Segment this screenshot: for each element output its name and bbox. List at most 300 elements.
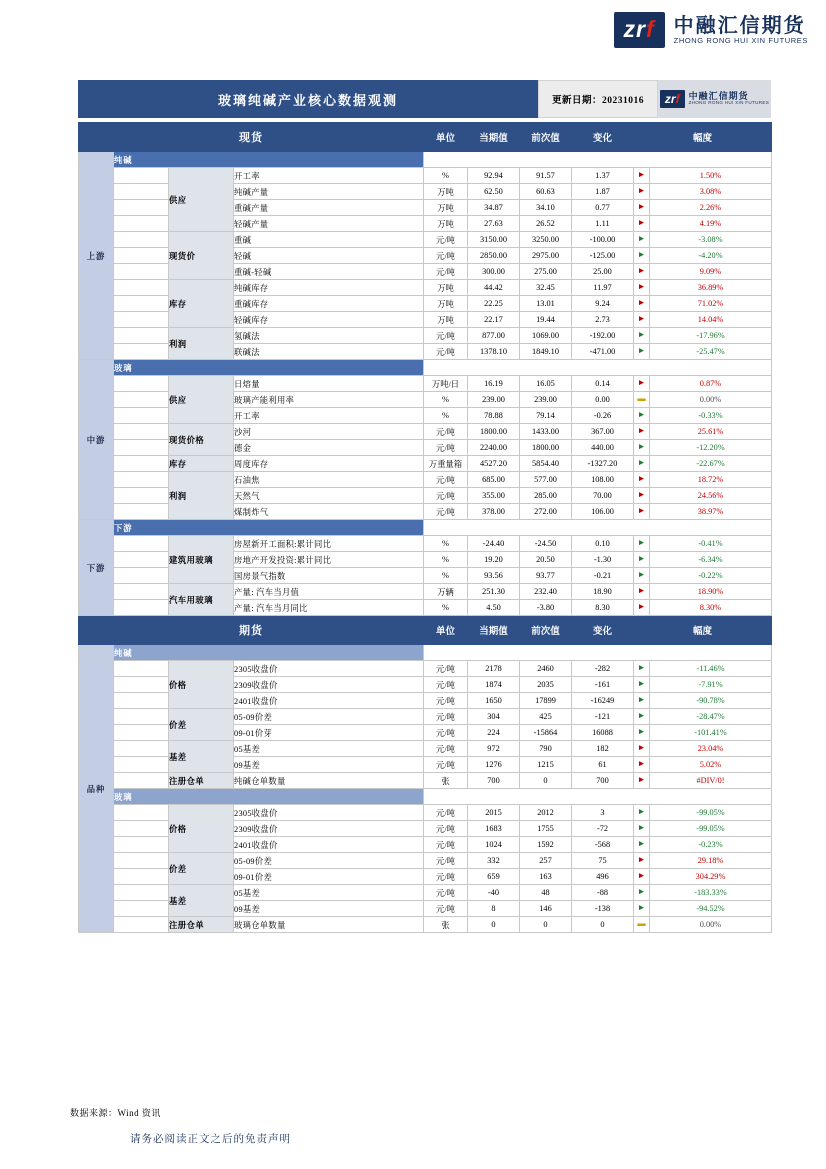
subgroup-label: 库存 — [169, 456, 234, 472]
cell-previous: 16.05 — [520, 376, 572, 392]
row-label: 轻碱 — [234, 248, 424, 264]
trend-arrow-icon: ▬ — [634, 392, 650, 408]
cell-current: 19.20 — [468, 552, 520, 568]
cell-range: 23.04% — [650, 741, 772, 757]
title-band — [78, 80, 771, 118]
subgroup-label: 利润 — [169, 328, 234, 360]
cell-current: 78.88 — [468, 408, 520, 424]
row-label: 09基差 — [234, 901, 424, 917]
cell-unit: % — [424, 568, 468, 584]
row-label: 房屋新开工面积:累计同比 — [234, 536, 424, 552]
table-row — [79, 709, 772, 725]
trend-arrow-icon: ► — [634, 901, 650, 917]
cell-range: -3.08% — [650, 232, 772, 248]
cell-change: 0.14 — [572, 376, 634, 392]
cell-range: 0.87% — [650, 376, 772, 392]
cell-current: 877.00 — [468, 328, 520, 344]
row-label: 煤制炸气 — [234, 504, 424, 520]
cell-current: -40 — [468, 885, 520, 901]
cell-current: 0 — [468, 917, 520, 933]
cell-current: 1800.00 — [468, 424, 520, 440]
cell-previous: 17899 — [520, 693, 572, 709]
cell-range: 0.00% — [650, 392, 772, 408]
cell-range: 25.61% — [650, 424, 772, 440]
cell-current: 44.42 — [468, 280, 520, 296]
cell-unit: 万吨 — [424, 296, 468, 312]
cell-previous: 20.50 — [520, 552, 572, 568]
col-change: 变化 — [572, 123, 634, 152]
cell-unit: 元/吨 — [424, 264, 468, 280]
trend-arrow-icon: ► — [634, 821, 650, 837]
row-label: 05基差 — [234, 741, 424, 757]
cell-change: -121 — [572, 709, 634, 725]
cell-change: 1.87 — [572, 184, 634, 200]
cell-change: -1327.20 — [572, 456, 634, 472]
cell-current: 251.30 — [468, 584, 520, 600]
cell-previous: 13.01 — [520, 296, 572, 312]
company-name-en: ZHONG RONG HUI XIN FUTURES — [673, 35, 808, 45]
trend-arrow-icon: ► — [634, 741, 650, 757]
cell-previous: 34.10 — [520, 200, 572, 216]
trend-arrow-icon: ► — [634, 472, 650, 488]
row-label: 玻璃仓单数量 — [234, 917, 424, 933]
cell-current: 332 — [468, 853, 520, 869]
col-previous-2: 前次值 — [520, 616, 572, 645]
cell-previous: 425 — [520, 709, 572, 725]
cell-previous: 0 — [520, 773, 572, 789]
cell-unit: 元/吨 — [424, 853, 468, 869]
cell-range: 0.00% — [650, 917, 772, 933]
cell-unit: 元/吨 — [424, 328, 468, 344]
trend-arrow-icon: ► — [634, 296, 650, 312]
cell-unit: 万吨 — [424, 312, 468, 328]
cell-unit: 万重量箱 — [424, 456, 468, 472]
cell-unit: 元/吨 — [424, 504, 468, 520]
cell-current: 8 — [468, 901, 520, 917]
cell-previous: 275.00 — [520, 264, 572, 280]
cell-current: 27.63 — [468, 216, 520, 232]
cell-change: -138 — [572, 901, 634, 917]
cell-unit: 元/吨 — [424, 344, 468, 360]
group-row-futures-glass — [79, 789, 772, 805]
cell-range: 304.29% — [650, 869, 772, 885]
row-label: 氢碱法 — [234, 328, 424, 344]
cell-previous: 26.52 — [520, 216, 572, 232]
cell-range: -94.52% — [650, 901, 772, 917]
cell-previous: 1800.00 — [520, 440, 572, 456]
trend-arrow-icon: ► — [634, 584, 650, 600]
col-range: 幅度 — [634, 123, 772, 152]
subgroup-label: 注册仓单 — [169, 773, 234, 789]
group-label-downstream: 下游 — [114, 520, 424, 536]
cell-current: 1683 — [468, 821, 520, 837]
group-label-futures-soda: 纯碱 — [114, 645, 424, 661]
cell-range: 71.02% — [650, 296, 772, 312]
cell-current: 3150.00 — [468, 232, 520, 248]
cell-change: 8.30 — [572, 600, 634, 616]
cell-unit: 元/吨 — [424, 757, 468, 773]
cell-range: 8.30% — [650, 600, 772, 616]
trend-arrow-icon: ► — [634, 709, 650, 725]
cell-previous: 239.00 — [520, 392, 572, 408]
cell-range: -25.47% — [650, 344, 772, 360]
cell-change: -72 — [572, 821, 634, 837]
cell-change: 108.00 — [572, 472, 634, 488]
cell-change: 440.00 — [572, 440, 634, 456]
cell-current: 2015 — [468, 805, 520, 821]
table-row — [79, 376, 772, 392]
row-label: 重碱库存 — [234, 296, 424, 312]
section-variety: 品种 — [79, 645, 114, 933]
cell-range: -28.47% — [650, 709, 772, 725]
cell-change: 2.73 — [572, 312, 634, 328]
subgroup-label: 现货价格 — [169, 424, 234, 456]
trend-arrow-icon: ► — [634, 504, 650, 520]
table-row — [79, 917, 772, 933]
cell-change: -125.00 — [572, 248, 634, 264]
row-label: 2309收盘价 — [234, 677, 424, 693]
cell-change: -100.00 — [572, 232, 634, 248]
col-unit: 单位 — [424, 123, 468, 152]
cell-current: 1024 — [468, 837, 520, 853]
cell-unit: % — [424, 552, 468, 568]
cell-previous: 93.77 — [520, 568, 572, 584]
cell-change: -161 — [572, 677, 634, 693]
trend-arrow-icon: ► — [634, 408, 650, 424]
cell-unit: 元/吨 — [424, 837, 468, 853]
trend-arrow-icon: ► — [634, 248, 650, 264]
col-current: 当期值 — [468, 123, 520, 152]
table-row — [79, 805, 772, 821]
table-row — [79, 741, 772, 757]
cell-range: -12.20% — [650, 440, 772, 456]
futures-title: 期货 — [79, 616, 424, 645]
trend-arrow-icon: ► — [634, 837, 650, 853]
cell-range: -183.33% — [650, 885, 772, 901]
cell-range: -99.05% — [650, 805, 772, 821]
zrf-logo-icon: zr f — [614, 12, 665, 48]
trend-arrow-icon: ▬ — [634, 917, 650, 933]
cell-unit: 元/吨 — [424, 677, 468, 693]
cell-unit: 元/吨 — [424, 709, 468, 725]
cell-previous: 2460 — [520, 661, 572, 677]
cell-change: 75 — [572, 853, 634, 869]
cell-unit: 万吨 — [424, 280, 468, 296]
trend-arrow-icon: ► — [634, 264, 650, 280]
row-label: 玻璃产能利用率 — [234, 392, 424, 408]
row-label: 产量: 汽车当月值 — [234, 584, 424, 600]
subgroup-label: 价差 — [169, 853, 234, 885]
row-label: 09基差 — [234, 757, 424, 773]
row-label: 05-09价差 — [234, 853, 424, 869]
cell-range: 24.56% — [650, 488, 772, 504]
trend-arrow-icon: ► — [634, 440, 650, 456]
section-midstream: 中游 — [79, 360, 114, 520]
cell-change: 0.10 — [572, 536, 634, 552]
cell-current: 1378.10 — [468, 344, 520, 360]
group-row-downstream — [79, 520, 772, 536]
subgroup-label: 供应 — [169, 168, 234, 232]
col-current-2: 当期值 — [468, 616, 520, 645]
cell-unit: % — [424, 408, 468, 424]
cell-change: 11.97 — [572, 280, 634, 296]
table-row — [79, 853, 772, 869]
cell-range: -6.34% — [650, 552, 772, 568]
company-logo — [614, 12, 808, 48]
cell-current: 239.00 — [468, 392, 520, 408]
cell-change: 61 — [572, 757, 634, 773]
cell-current: 2240.00 — [468, 440, 520, 456]
row-label: 2305收盘价 — [234, 805, 424, 821]
cell-current: 659 — [468, 869, 520, 885]
row-label: 德金 — [234, 440, 424, 456]
cell-change: 3 — [572, 805, 634, 821]
cell-range: -99.05% — [650, 821, 772, 837]
cell-change: 25.00 — [572, 264, 634, 280]
cell-unit: 元/吨 — [424, 725, 468, 741]
row-label: 房地产开发投资:累计同比 — [234, 552, 424, 568]
row-label: 05-09价差 — [234, 709, 424, 725]
trend-arrow-icon: ► — [634, 376, 650, 392]
cell-range: 4.19% — [650, 216, 772, 232]
cell-range: -0.23% — [650, 837, 772, 853]
trend-arrow-icon: ► — [634, 456, 650, 472]
cell-previous: 19.44 — [520, 312, 572, 328]
cell-unit: 元/吨 — [424, 248, 468, 264]
cell-previous: 48 — [520, 885, 572, 901]
cell-range: 38.97% — [650, 504, 772, 520]
trend-arrow-icon: ► — [634, 488, 650, 504]
cell-range: -0.41% — [650, 536, 772, 552]
cell-change: 18.90 — [572, 584, 634, 600]
cell-range: -4.20% — [650, 248, 772, 264]
cell-current: 355.00 — [468, 488, 520, 504]
cell-previous: 5854.40 — [520, 456, 572, 472]
cell-previous: 285.00 — [520, 488, 572, 504]
cell-change: -282 — [572, 661, 634, 677]
cell-current: 700 — [468, 773, 520, 789]
cell-previous: 0 — [520, 917, 572, 933]
cell-unit: 元/吨 — [424, 901, 468, 917]
cell-unit: 张 — [424, 917, 468, 933]
row-label: 纯碱产量 — [234, 184, 424, 200]
cell-change: 1.37 — [572, 168, 634, 184]
table-row — [79, 232, 772, 248]
cell-previous: 1069.00 — [520, 328, 572, 344]
table-row — [79, 328, 772, 344]
cell-range: 29.18% — [650, 853, 772, 869]
cell-range: -11.46% — [650, 661, 772, 677]
trend-arrow-icon: ► — [634, 693, 650, 709]
cell-unit: 元/吨 — [424, 741, 468, 757]
cell-change: 106.00 — [572, 504, 634, 520]
cell-range: 36.89% — [650, 280, 772, 296]
subgroup-label: 基差 — [169, 885, 234, 917]
cell-previous: -15864 — [520, 725, 572, 741]
cell-unit: 元/吨 — [424, 472, 468, 488]
secondary-logo — [658, 80, 771, 118]
mini-company-name-cn: 中融汇信期货 — [688, 90, 749, 101]
cell-range: -101.41% — [650, 725, 772, 741]
table-row — [79, 280, 772, 296]
cell-change: 70.00 — [572, 488, 634, 504]
trend-arrow-icon: ► — [634, 552, 650, 568]
subgroup-label: 注册仓单 — [169, 917, 234, 933]
cell-current: 2850.00 — [468, 248, 520, 264]
cell-change: 0.77 — [572, 200, 634, 216]
cell-current: 4.50 — [468, 600, 520, 616]
cell-unit: 元/吨 — [424, 661, 468, 677]
cell-current: 2178 — [468, 661, 520, 677]
cell-change: -568 — [572, 837, 634, 853]
cell-change: 496 — [572, 869, 634, 885]
subgroup-label: 基差 — [169, 741, 234, 773]
col-unit-2: 单位 — [424, 616, 468, 645]
trend-arrow-icon: ► — [634, 328, 650, 344]
cell-current: 1276 — [468, 757, 520, 773]
trend-arrow-icon: ► — [634, 677, 650, 693]
cell-range: 2.26% — [650, 200, 772, 216]
cell-current: 972 — [468, 741, 520, 757]
table-row — [79, 584, 772, 600]
cell-range: 3.08% — [650, 184, 772, 200]
row-label: 沙河 — [234, 424, 424, 440]
row-label: 联碱法 — [234, 344, 424, 360]
update-date: 更新日期：20231016 — [538, 80, 658, 118]
table-row — [79, 885, 772, 901]
col-range-2: 幅度 — [634, 616, 772, 645]
trend-arrow-icon: ► — [634, 184, 650, 200]
cell-current: 92.94 — [468, 168, 520, 184]
cell-previous: 91.57 — [520, 168, 572, 184]
trend-arrow-icon: ► — [634, 773, 650, 789]
cell-change: 1.11 — [572, 216, 634, 232]
table-row — [79, 424, 772, 440]
trend-arrow-icon: ► — [634, 312, 650, 328]
cell-previous: 146 — [520, 901, 572, 917]
zrf-mini-logo-icon: zrf — [660, 90, 685, 108]
cell-previous: 163 — [520, 869, 572, 885]
cell-previous: -3.80 — [520, 600, 572, 616]
table-row — [79, 456, 772, 472]
cell-current: 304 — [468, 709, 520, 725]
cell-current: 16.19 — [468, 376, 520, 392]
cell-unit: 万辆 — [424, 584, 468, 600]
row-label: 2401收盘价 — [234, 693, 424, 709]
cell-current: 34.87 — [468, 200, 520, 216]
group-label-futures-glass: 玻璃 — [114, 789, 424, 805]
row-label: 石油焦 — [234, 472, 424, 488]
cell-previous: 272.00 — [520, 504, 572, 520]
cell-unit: 万吨 — [424, 184, 468, 200]
cell-range: -7.91% — [650, 677, 772, 693]
cell-previous: 577.00 — [520, 472, 572, 488]
cell-previous: 32.45 — [520, 280, 572, 296]
cell-current: 378.00 — [468, 504, 520, 520]
row-label: 天然气 — [234, 488, 424, 504]
subgroup-label: 建筑用玻璃 — [169, 536, 234, 584]
cell-unit: % — [424, 168, 468, 184]
cell-previous: 1755 — [520, 821, 572, 837]
mini-company-name-en: ZHONG RONG HUI XIN FUTURES — [688, 100, 770, 106]
cell-unit: % — [424, 392, 468, 408]
group-row-futures-soda — [79, 645, 772, 661]
cell-range: -0.22% — [650, 568, 772, 584]
cell-change: 700 — [572, 773, 634, 789]
cell-previous: 790 — [520, 741, 572, 757]
cell-previous: 1433.00 — [520, 424, 572, 440]
cell-previous: -24.50 — [520, 536, 572, 552]
trend-arrow-icon: ► — [634, 424, 650, 440]
row-label: 09-01价差 — [234, 869, 424, 885]
trend-arrow-icon: ► — [634, 600, 650, 616]
trend-arrow-icon: ► — [634, 280, 650, 296]
cell-range: 9.09% — [650, 264, 772, 280]
table-row — [79, 472, 772, 488]
cell-current: 1874 — [468, 677, 520, 693]
cell-unit: % — [424, 536, 468, 552]
cell-change: 0.00 — [572, 392, 634, 408]
table-row — [79, 661, 772, 677]
cell-unit: 元/吨 — [424, 869, 468, 885]
cell-previous: 60.63 — [520, 184, 572, 200]
cell-unit: % — [424, 600, 468, 616]
trend-arrow-icon: ► — [634, 869, 650, 885]
trend-arrow-icon: ► — [634, 661, 650, 677]
cell-change: 367.00 — [572, 424, 634, 440]
cell-previous: 1215 — [520, 757, 572, 773]
table-row — [79, 773, 772, 789]
row-label: 05基差 — [234, 885, 424, 901]
subgroup-label: 汽车用玻璃 — [169, 584, 234, 616]
header-logo-bar — [0, 0, 826, 62]
cell-change: 9.24 — [572, 296, 634, 312]
row-label: 2305收盘价 — [234, 661, 424, 677]
cell-current: 4527.20 — [468, 456, 520, 472]
trend-arrow-icon: ► — [634, 885, 650, 901]
cell-previous: 1849.10 — [520, 344, 572, 360]
cell-previous: 2012 — [520, 805, 572, 821]
row-label: 开工率 — [234, 408, 424, 424]
table-row — [79, 168, 772, 184]
trend-arrow-icon: ► — [634, 536, 650, 552]
trend-arrow-icon: ► — [634, 853, 650, 869]
cell-range: 18.72% — [650, 472, 772, 488]
row-label: 2309收盘价 — [234, 821, 424, 837]
cell-unit: 元/吨 — [424, 232, 468, 248]
row-label: 纯碱仓单数量 — [234, 773, 424, 789]
cell-current: 1650 — [468, 693, 520, 709]
cell-range: 14.04% — [650, 312, 772, 328]
cell-change: 16088 — [572, 725, 634, 741]
cell-current: -24.40 — [468, 536, 520, 552]
trend-arrow-icon: ► — [634, 805, 650, 821]
company-name-cn: 中融汇信期货 — [673, 14, 806, 37]
row-label: 轻碱库存 — [234, 312, 424, 328]
disclaimer: 请务必阅读正文之后的免责声明 — [130, 1134, 291, 1145]
cell-unit: 元/吨 — [424, 693, 468, 709]
section-upstream: 上游 — [79, 152, 114, 360]
row-label: 重碱产量 — [234, 200, 424, 216]
cell-current: 93.56 — [468, 568, 520, 584]
row-label: 周度库存 — [234, 456, 424, 472]
data-source: 数据来源：Wind 资讯 — [70, 1108, 161, 1118]
cell-unit: 元/吨 — [424, 440, 468, 456]
subgroup-label: 利润 — [169, 472, 234, 520]
cell-unit: 万吨/日 — [424, 376, 468, 392]
cell-range: #DIV/0! — [650, 773, 772, 789]
subgroup-label: 库存 — [169, 280, 234, 328]
